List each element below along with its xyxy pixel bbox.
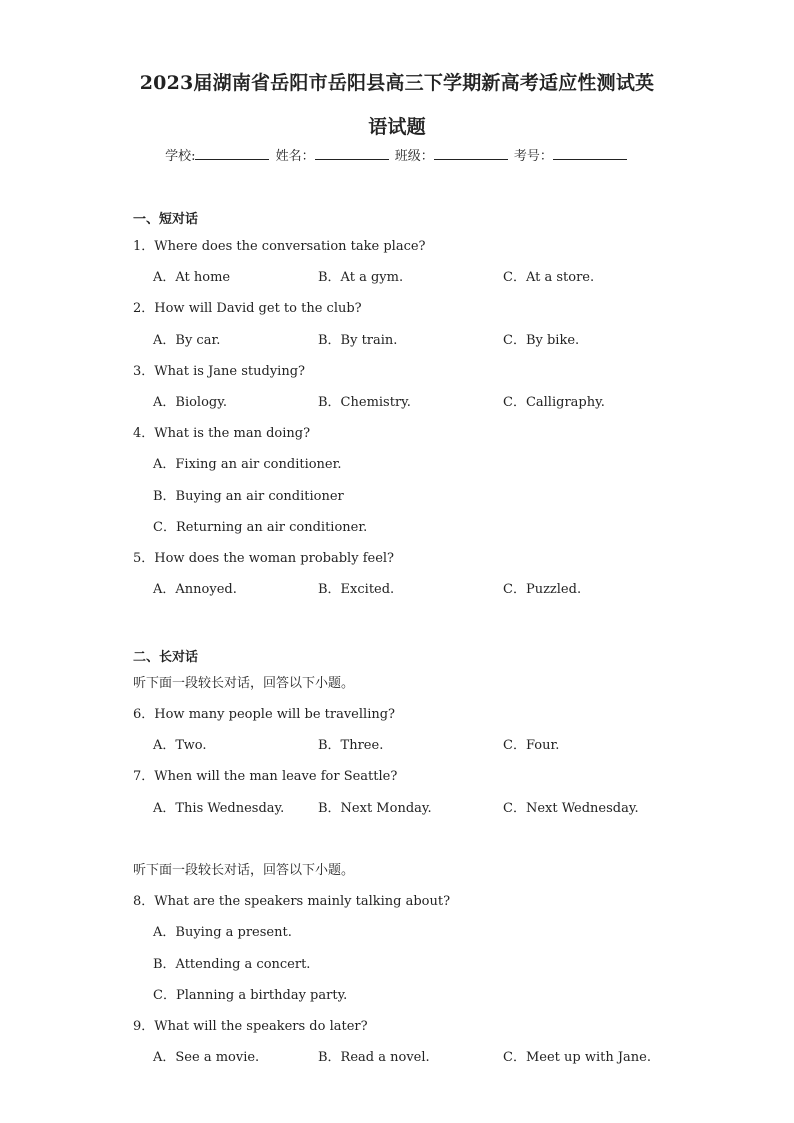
q2-option-b: B．By train. <box>318 333 398 348</box>
q5-option-a: A．Annoyed. <box>153 582 237 597</box>
question-3: 3．What is Jane studying? <box>133 364 305 379</box>
q6-option-c: C．Four. <box>503 738 560 753</box>
class-label: 班级： <box>394 149 434 164</box>
name-blank[interactable] <box>315 147 389 160</box>
exam-number-label: 考号： <box>513 149 553 164</box>
q8-option-c: C．Planning a birthday party. <box>153 988 348 1003</box>
q8-option-a: A．Buying a present. <box>153 925 292 940</box>
q3-option-b: B．Chemistry. <box>318 395 411 410</box>
page-title-line1: 2023届湖南省岳阳市岳阳县高三下学期新高考适应性测试英 <box>139 72 655 94</box>
q5-option-c: C．Puzzled. <box>503 582 582 597</box>
name-label: 姓名： <box>275 149 315 164</box>
q6-option-b: B．Three. <box>318 738 384 753</box>
student-info-row <box>0 145 794 164</box>
section-heading-short-dialogues: 一、短对话 <box>133 212 199 227</box>
q9-option-b: B．Read a novel. <box>318 1050 430 1065</box>
section-heading-long-dialogues: 二、长对话 <box>133 650 199 665</box>
q5-option-b: B．Excited. <box>318 582 395 597</box>
question-7: 7．When will the man leave for Seattle? <box>133 769 398 784</box>
question-6: 6．How many people will be travelling? <box>133 707 396 722</box>
q1-option-b: B．At a gym. <box>318 270 404 285</box>
school-blank[interactable] <box>195 147 269 160</box>
q7-option-b: B．Next Monday. <box>318 801 432 816</box>
class-blank[interactable] <box>434 147 508 160</box>
q2-option-a: A．By car. <box>153 333 221 348</box>
q7-option-c: C．Next Wednesday. <box>503 801 639 816</box>
question-1: 1．Where does the conversation take place? <box>133 239 426 254</box>
q3-option-c: C．Calligraphy. <box>503 395 605 410</box>
q1-option-a: A．At home <box>153 270 231 285</box>
q9-option-c: C．Meet up with Jane. <box>503 1050 652 1065</box>
question-5: 5．How does the woman probably feel? <box>133 551 395 566</box>
q1-option-c: C．At a store. <box>503 270 595 285</box>
q8-option-b: B．Attending a concert. <box>153 957 311 972</box>
q3-option-a: A．Biology. <box>153 395 227 410</box>
question-9: 9．What will the speakers do later? <box>133 1019 368 1034</box>
q7-option-a: A．This Wednesday. <box>153 801 285 816</box>
q4-option-c: C．Returning an air conditioner. <box>153 520 368 535</box>
instruction-2: 听下面一段较长对话，回答以下小题。 <box>133 863 355 878</box>
q4-option-b: B．Buying an air conditioner <box>153 489 344 504</box>
question-8: 8．What are the speakers mainly talking about? <box>133 894 451 909</box>
q4-option-a: A．Fixing an air conditioner. <box>153 457 342 472</box>
question-4: 4．What is the man doing? <box>133 426 311 441</box>
q9-option-a: A．See a movie. <box>153 1050 260 1065</box>
page-title-line2: 语试题 <box>368 116 426 138</box>
instruction-1: 听下面一段较长对话，回答以下小题。 <box>133 676 355 691</box>
school-label: 学校: <box>165 149 196 164</box>
exam-number-blank[interactable] <box>553 147 627 160</box>
question-2: 2．How will David get to the club? <box>133 301 362 316</box>
q6-option-a: A．Two. <box>153 738 207 753</box>
q2-option-c: C．By bike. <box>503 333 580 348</box>
